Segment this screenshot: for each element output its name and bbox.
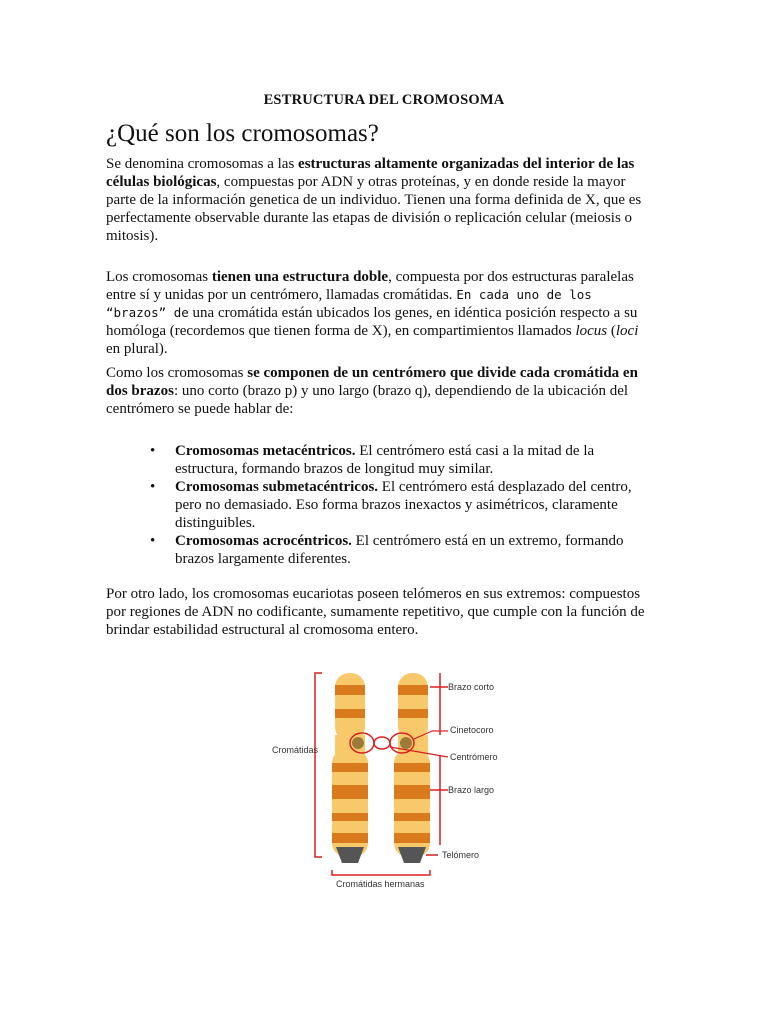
list-item: [106, 442, 646, 478]
text-span: , compuestas por ADN y otras proteínas, y en donde reside la mayor parte de la información genetica de un individuo. Tienen una forma definida de X, que es perfectamente observable durante las etapas de división o replicación celular (meiosis o mitosis).: [106, 174, 642, 244]
bold-text: estructuras altamente organizadas del interior de las células biológicas: [106, 156, 635, 190]
text-span: El centrómero está desplazado del centro, pero no demasiado. Eso forma brazos inexactos y asimétricos, claramente distinguibles.: [175, 479, 632, 531]
text-span: Como los cromosomas: [106, 365, 248, 381]
paragraph-structure: [106, 268, 654, 358]
bold-text: Cromosomas metacéntricos.: [175, 443, 356, 459]
document-title: ESTRUCTURA DEL CROMOSOMA: [263, 92, 505, 108]
label-brazo-corto: Brazo corto: [448, 682, 495, 692]
label-brazo-largo: Brazo largo: [448, 785, 495, 795]
text-span: , compuesta por dos estructuras paralelas entre sí y unidas por un centrómero, llamadas cromátidas.: [106, 269, 634, 303]
text-span: Se denomina cromosomas a las: [106, 156, 299, 172]
paragraph-centromere: [106, 364, 654, 418]
chromosome-diagram: [270, 665, 530, 895]
bold-text: se componen de un centrómero que divide cada cromátida en dos brazos: [106, 365, 638, 399]
section-heading: ¿Qué son los cromosomas?: [106, 120, 379, 147]
label-centromero: Centrómero: [450, 752, 498, 762]
text-span: (: [607, 323, 616, 339]
label-cinetocoro: Cinetocoro: [450, 725, 494, 735]
text-span: una cromátida están ubicados los genes, en idéntica posición respecto a su homóloga (recordemos que tienen forma de X), en compartimientos llamados: [106, 305, 638, 339]
list-item: [106, 532, 646, 568]
paragraph-telomeres: Por otro lado, los cromosomas eucariotas poseen telómeros en sus extremos: compuestos por regiones de ADN no codificante, sumamente repetitivo, que cumple con la función de brindar estabilidad estructural al cromosoma entero.: [106, 586, 645, 638]
label-cromatidas: Cromátidas: [272, 745, 319, 755]
bullet-icon: •: [150, 479, 156, 495]
mono-text: En cada uno de los “brazos” de: [106, 287, 592, 320]
chromosome-svg: [270, 665, 530, 895]
bold-text: Cromosomas acrocéntricos.: [175, 533, 352, 549]
text-span: El centrómero está en un extremo, formando brazos largamente diferentes.: [175, 533, 624, 567]
italic-text: loci: [615, 323, 639, 339]
centromere-ring: [374, 737, 390, 749]
sister-chromatids-bracket: [332, 870, 430, 875]
text-span: Los cromosomas: [106, 269, 212, 285]
label-telomero: Telómero: [442, 850, 480, 860]
text-span: en plural).: [106, 341, 168, 357]
text-span: : uno corto (brazo p) y uno largo (brazo q), dependiendo de la ubicación del centrómero se puede hablar de:: [106, 383, 629, 417]
telomere-right: [398, 847, 426, 863]
bold-text: tienen una estructura doble: [211, 269, 389, 285]
right-chromatid: [394, 673, 430, 863]
bold-text: Cromosomas submetacéntricos.: [175, 479, 379, 495]
text-span: El centrómero está casi a la mitad de la estructura, formando brazos de longitud muy similar.: [175, 443, 595, 477]
bullet-icon: •: [150, 443, 156, 459]
chromatid-bracket: [315, 673, 322, 857]
label-cromatidas-hermanas: Cromátidas hermanas: [336, 879, 425, 889]
telomere-left: [336, 847, 364, 863]
bullet-icon: •: [150, 533, 156, 549]
paragraph-definition: [106, 155, 654, 245]
italic-text: locus: [575, 323, 608, 339]
left-chromatid: [332, 673, 368, 863]
chromosome-types-list: [106, 442, 646, 568]
list-item: [106, 478, 646, 532]
